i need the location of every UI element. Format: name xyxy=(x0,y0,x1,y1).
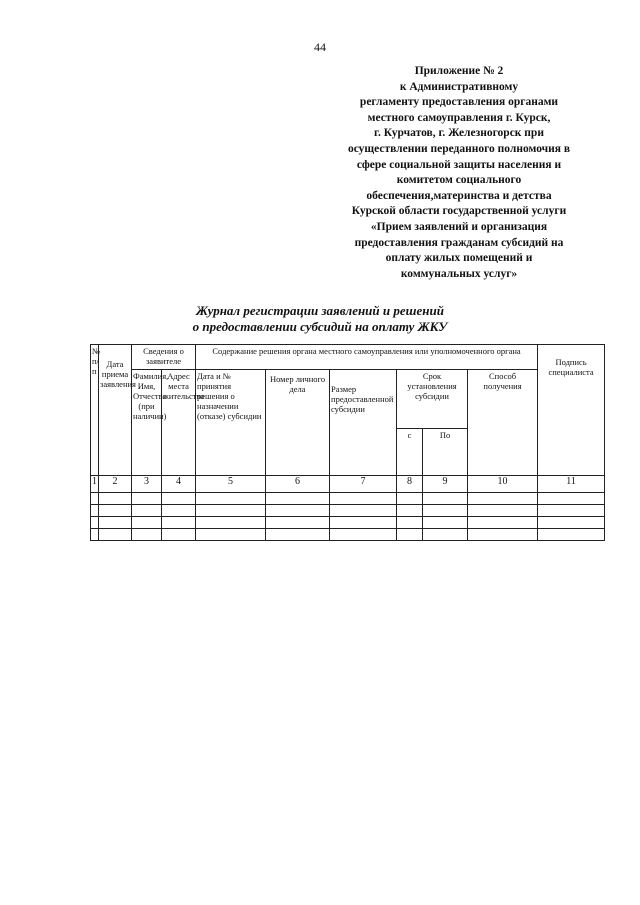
appendix-line: оплату жилых помещений и xyxy=(385,252,533,265)
appendix-line: коммунальных услуг» xyxy=(400,267,518,280)
table-row xyxy=(91,517,605,529)
column-number: 4 xyxy=(162,476,196,493)
column-number: 8 xyxy=(397,476,423,493)
journal-title xyxy=(0,303,640,335)
column-number: 11 xyxy=(538,476,605,493)
appendix-line: осуществлении переданного полномочия в xyxy=(347,142,571,155)
appendix-line: «Прием заявлений и организация xyxy=(370,220,548,233)
appendix-line: сфере социальной защиты населения и xyxy=(356,158,562,171)
appendix-line: обеспечения,материнства и детства xyxy=(366,189,552,202)
table-row xyxy=(91,505,605,517)
header-number: № п/п xyxy=(91,345,99,476)
appendix-line: комитетом социального xyxy=(396,174,522,187)
column-number: 9 xyxy=(423,476,468,493)
appendix-line: местного самоуправления г. Курск, xyxy=(367,111,551,124)
appendix-line: Курской области государственной услуги xyxy=(351,205,567,218)
column-number: 3 xyxy=(132,476,162,493)
appendix-line: регламенту предоставления органами xyxy=(359,96,559,109)
header-term-to: По xyxy=(423,429,468,476)
column-number: 2 xyxy=(99,476,132,493)
journal-table xyxy=(90,344,605,541)
column-number: 7 xyxy=(330,476,397,493)
header-term-group: Срок установления субсидии xyxy=(397,370,468,429)
appendix-heading xyxy=(300,64,618,282)
table-row xyxy=(91,529,605,541)
column-number: 1 xyxy=(91,476,99,493)
header-applicant-group: Сведения о заявителе xyxy=(132,345,196,370)
header-date: Дата приема заявления xyxy=(99,345,132,476)
header-receipt-method: Способ получения xyxy=(468,370,538,476)
header-case-number: Номер личного дела xyxy=(266,370,330,476)
table-row xyxy=(91,493,605,505)
column-number: 10 xyxy=(468,476,538,493)
appendix-line: предоставления гражданам субсидий на xyxy=(354,236,564,249)
header-full-name: Фамилия, Имя, Отчество (при наличии) xyxy=(132,370,162,476)
header-subsidy-amount: Размер предоставленной субсидии xyxy=(330,370,397,476)
header-decision-group: Содержание решения органа местного самоуправления или уполномоченного органа xyxy=(196,345,538,370)
header-address: Адрес места жительства xyxy=(162,370,196,476)
appendix-line: г. Курчатов, г. Железногорск при xyxy=(374,127,544,140)
column-number: 5 xyxy=(196,476,266,493)
header-decision-date: Дата и № принятия решения о назначении (отказе) субсидии xyxy=(196,370,266,476)
header-signature: Подпись специалиста xyxy=(538,345,605,476)
header-term-from: с xyxy=(397,429,423,476)
journal-title-line: Журнал регистрации заявлений и решений xyxy=(196,303,444,318)
page-number: 44 xyxy=(314,40,326,54)
column-numbers-row xyxy=(91,476,605,493)
appendix-line: к Административному xyxy=(399,80,519,93)
column-number: 6 xyxy=(266,476,330,493)
journal-title-line: о предоставлении субсидий на оплату ЖКУ xyxy=(192,319,448,334)
appendix-line: Приложение № 2 xyxy=(414,65,504,77)
